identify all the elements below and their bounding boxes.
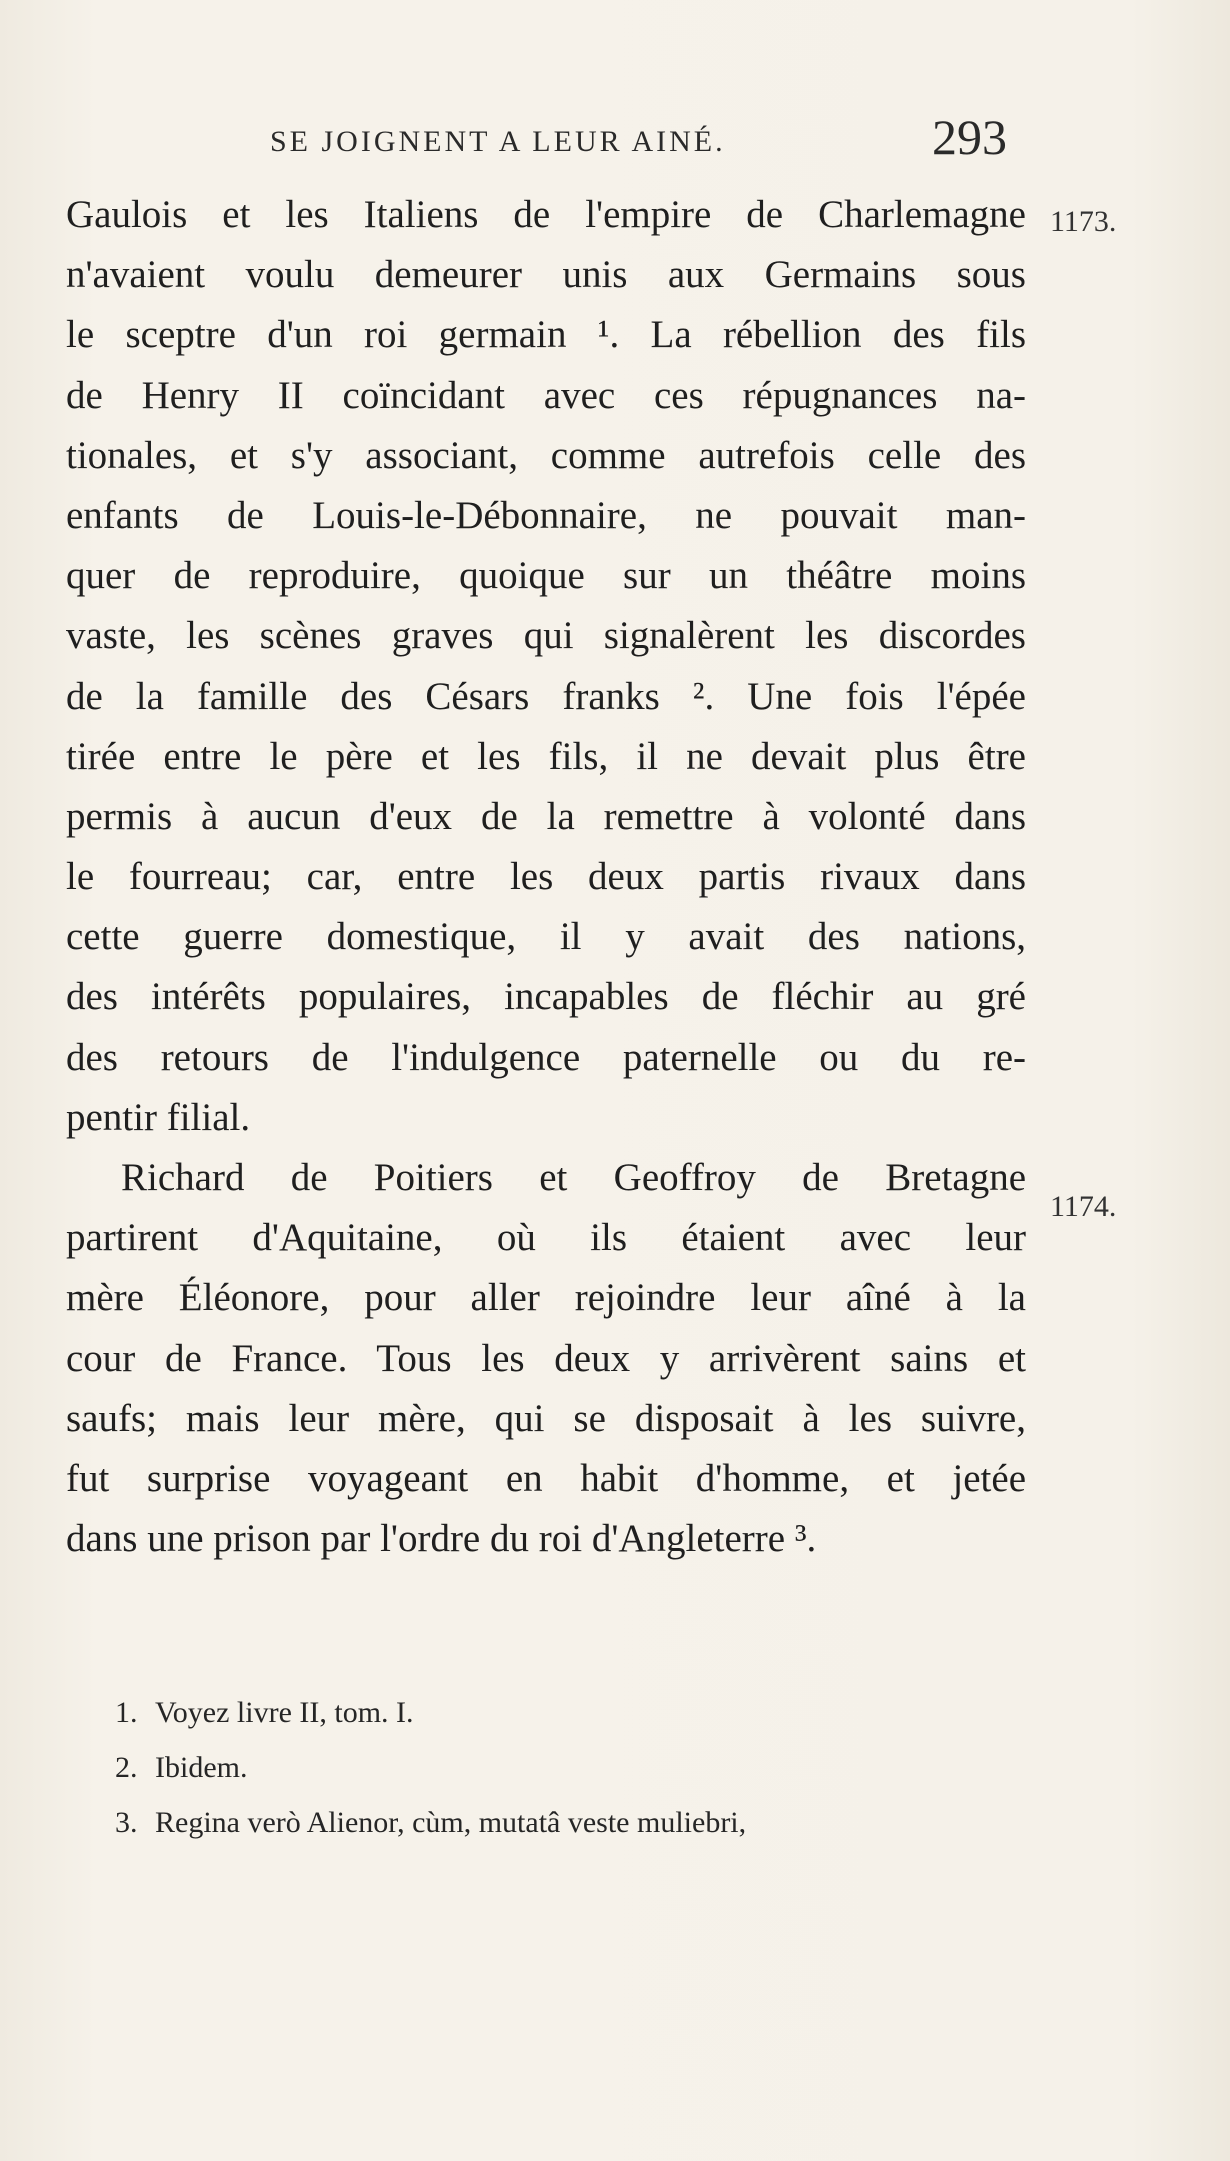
text-line: cette guerre domestique, il y avait des nations, [66,915,1026,959]
text-line: dans une prison par l'ordre du roi d'Angleterre ³. [66,1517,817,1561]
text-line: des intérêts populaires, incapables de fléchir au gré [66,975,1026,1019]
text-line: vaste, les scènes graves qui signalèrent les discordes [66,614,1026,658]
text-line: n'avaient voulu demeurer unis aux Germains sous [66,253,1026,297]
text-line: tirée entre le père et les fils, il ne devait plus être [66,734,1026,778]
text-line: tionales, et s'y associant, comme autrefois celle des [66,433,1026,477]
text-line: saufs; mais leur mère, qui se disposait à les suivre, [66,1396,1026,1440]
text-line: enfants de Louis-le-Débonnaire, ne pouvait man- [66,493,1026,537]
footnote-text: Ibidem. [155,1751,248,1784]
text-line: le sceptre d'un roi germain ¹. La rébellion des fils [66,313,1026,357]
text-line: permis à aucun d'eux de la remettre à volonté dans [66,794,1026,838]
footnote-number: 1. [115,1696,138,1729]
footnote-text: Voyez livre II, tom. I. [155,1696,414,1729]
margin-year-1174: 1174. [1050,1190,1117,1223]
text-line: partirent d'Aquitaine, où ils étaient avec leur [66,1216,1026,1260]
text-line: cour de France. Tous les deux y arrivèrent sains et [66,1336,1026,1380]
footnote-3 [115,1795,1045,1850]
text-line: pentir filial. [66,1095,251,1139]
footnote-2 [115,1740,1045,1795]
text-line: le fourreau; car, entre les deux partis rivaux dans [66,855,1026,899]
footnote-text: Regina verò Alienor, cùm, mutatâ veste muliebri, [155,1806,747,1839]
text-line-paragraph-start: Richard de Poitiers et Geoffroy de Bretagne [121,1156,1026,1199]
margin-year-1173: 1173. [1050,205,1117,238]
running-title: SE JOIGNENT A LEUR AINÉ. [270,125,726,158]
text-line: de Henry II coïncidant avec ces répugnances na- [66,373,1026,417]
text-line: quer de reproduire, quoique sur un théâtre moins [66,554,1026,598]
footnotes [115,1685,1045,1850]
text-line: de la famille des Césars franks ². Une fois l'épée [66,674,1026,718]
text-line: mère Éléonore, pour aller rejoindre leur aîné à la [66,1276,1026,1320]
text-line: Gaulois et les Italiens de l'empire de Charlemagne [66,193,1026,236]
footnote-1 [115,1685,1045,1740]
page-number: 293 [932,109,1007,165]
footnote-number: 3. [115,1806,138,1839]
text-line: des retours de l'indulgence paternelle ou du re- [66,1035,1026,1079]
footnote-number: 2. [115,1751,138,1784]
text-line: fut surprise voyageant en habit d'homme, et jetée [66,1456,1026,1500]
body-text [66,185,1026,1569]
